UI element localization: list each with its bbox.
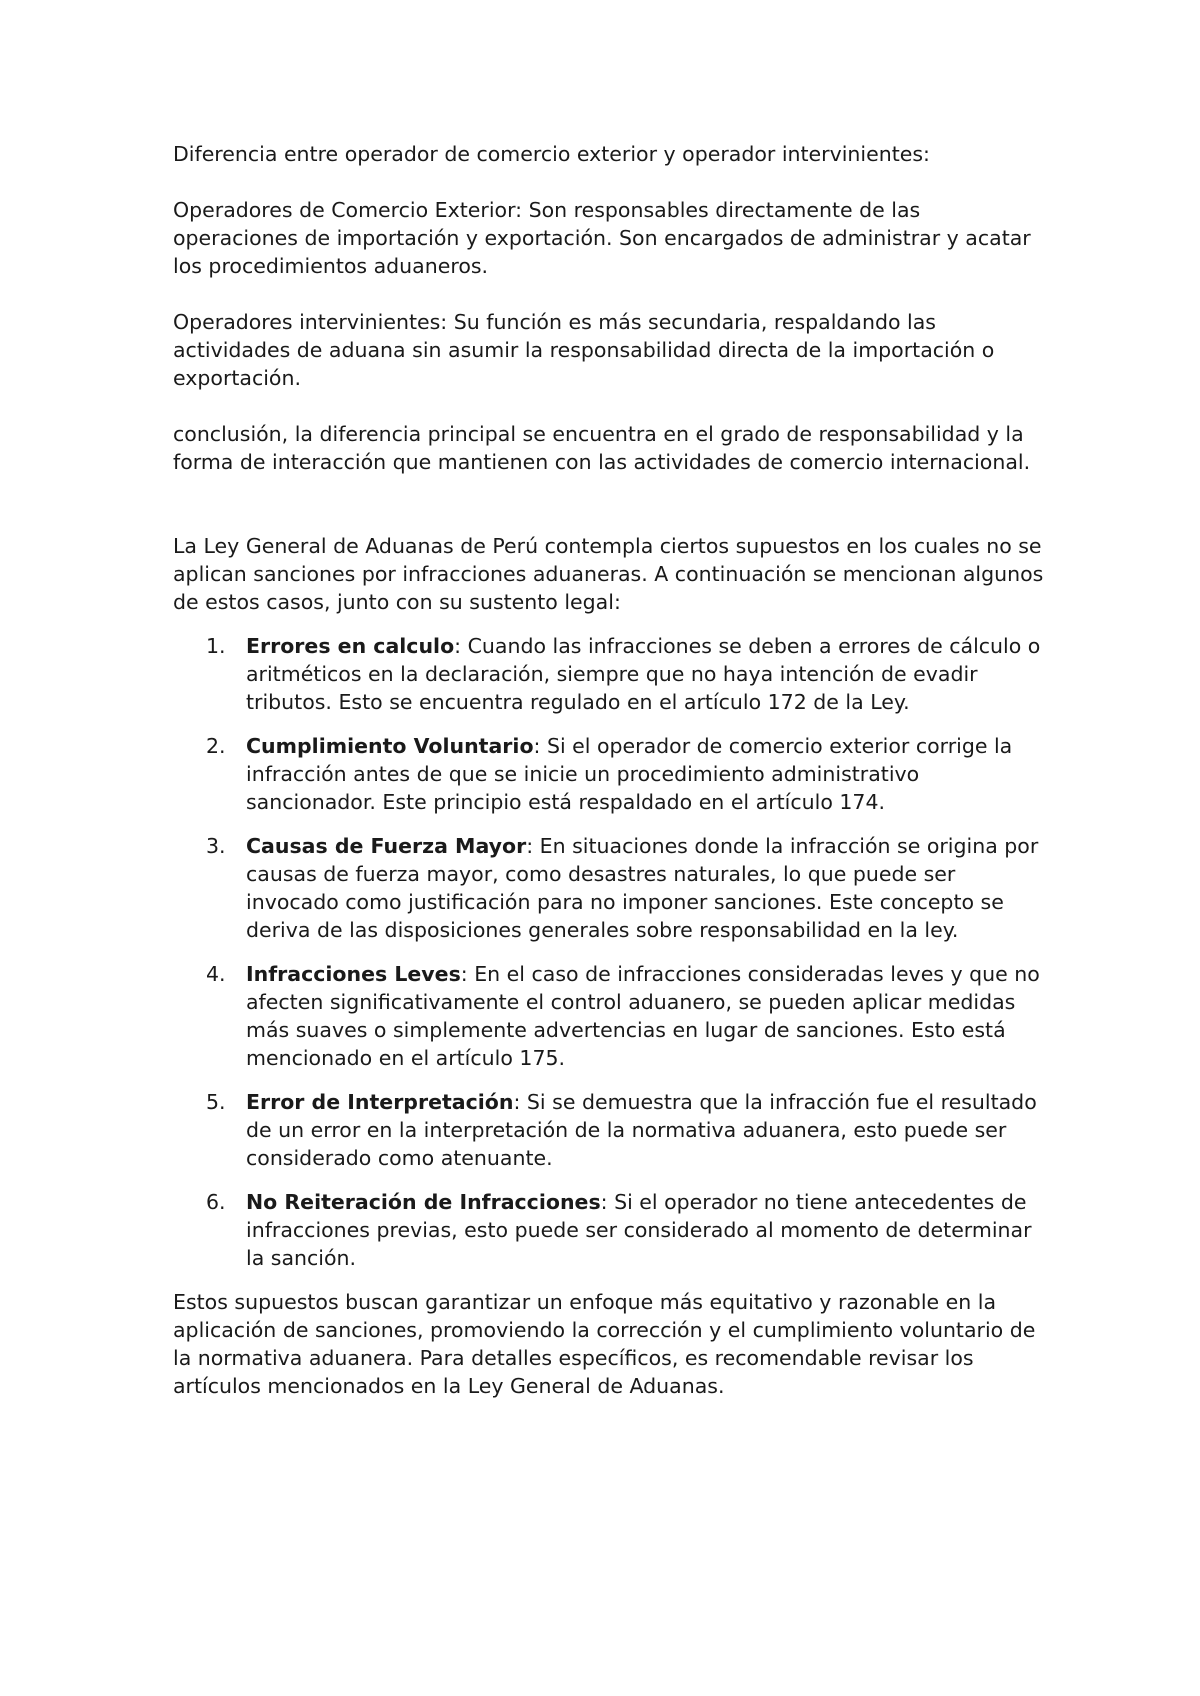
list-item-term: Infracciones Leves xyxy=(246,962,461,986)
list-item-text: : Si el operador de comercio exterior corrige la infracción antes de que se inicie un procedimiento administrativo sancionador. Este principio está respaldado en el artículo 174. xyxy=(246,734,1013,814)
paragraph-conclusion: conclusión, la diferencia principal se encuentra en el grado de responsabilidad y la forma de interacción que mantienen con las actividades de comercio internacional. xyxy=(173,422,1031,474)
list-item-number: 4. xyxy=(206,962,226,986)
list-item-number: 1. xyxy=(206,634,226,658)
list-item-text: : Si el operador no tiene antecedentes de infracciones previas, esto puede ser considerado al momento de determinar la sanción. xyxy=(246,1190,1032,1270)
list-item xyxy=(173,832,1045,944)
paragraph-closing: Estos supuestos buscan garantizar un enfoque más equitativo y razonable en la aplicación de sanciones, promoviendo la corrección y el cumplimiento voluntario de la normativa aduanera. Para detalles específicos, es recomendable revisar los artículos mencionados en la Ley General de Aduanas. xyxy=(173,1290,1036,1398)
list-item-number: 5. xyxy=(206,1090,226,1114)
paragraph-intervinientes: Operadores intervinientes: Su función es más secundaria, respaldando las actividades de aduana sin asumir la responsabilidad directa de la importación o exportación. xyxy=(173,310,995,390)
list-item-term: No Reiteración de Infracciones xyxy=(246,1190,601,1214)
paragraph-comercio-exterior: Operadores de Comercio Exterior: Son responsables directamente de las operaciones de importación y exportación. Son encargados de administrar y acatar los procedimientos aduaneros. xyxy=(173,198,1031,278)
list-item xyxy=(173,632,1045,716)
list-item-term: Errores en calculo xyxy=(246,634,455,658)
document-heading: Diferencia entre operador de comercio exterior y operador intervinientes: xyxy=(173,142,930,166)
paragraph-ley-intro: La Ley General de Aduanas de Perú contempla ciertos supuestos en los cuales no se aplican sanciones por infracciones aduaneras. A continuación se mencionan algunos de estos casos, junto con su sustento legal: xyxy=(173,534,1044,614)
list-item-text: : Cuando las infracciones se deben a errores de cálculo o aritméticos en la declaración, siempre que no haya intención de evadir tributos. Esto se encuentra regulado en el artículo 172 de la Ley. xyxy=(246,634,1041,714)
list-item-text: : En situaciones donde la infracción se origina por causas de fuerza mayor, como desastres naturales, lo que puede ser invocado como justificación para no imponer sanciones. Este concepto se deriva de las disposiciones generales sobre responsabilidad en la ley. xyxy=(246,834,1039,942)
list-item xyxy=(173,732,1045,816)
list-item-number: 3. xyxy=(206,834,226,858)
list-item xyxy=(173,1088,1045,1172)
list-item-term: Cumplimiento Voluntario xyxy=(246,734,534,758)
list-item-text: : Si se demuestra que la infracción fue el resultado de un error en la interpretación de la normativa aduanera, esto puede ser considerado como atenuante. xyxy=(246,1090,1037,1170)
list-item-text: : En el caso de infracciones consideradas leves y que no afecten significativamente el control aduanero, se pueden aplicar medidas más suaves o simplemente advertencias en lugar de sanciones. Esto está mencionado en el artículo 175. xyxy=(246,962,1040,1070)
document-body xyxy=(173,140,1045,1400)
list-item xyxy=(173,1188,1045,1272)
list-item xyxy=(173,960,1045,1072)
list-item-term: Causas de Fuerza Mayor xyxy=(246,834,527,858)
list-item-number: 6. xyxy=(206,1190,226,1214)
list-item-number: 2. xyxy=(206,734,226,758)
reasons-list xyxy=(173,632,1045,1272)
list-item-term: Error de Interpretación xyxy=(246,1090,514,1114)
